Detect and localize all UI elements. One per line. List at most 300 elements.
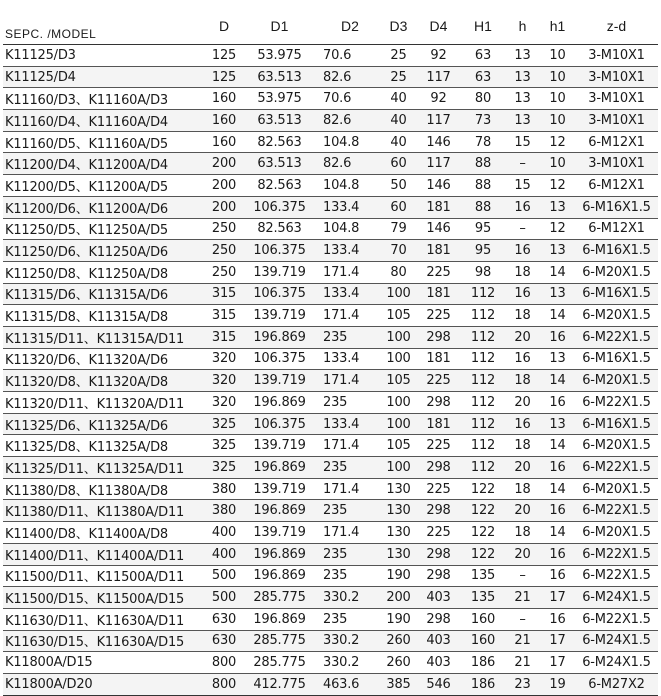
cell-h: 15: [505, 131, 540, 153]
cell-d1: 106.375: [240, 240, 319, 262]
cell-d4: 117: [416, 66, 461, 88]
cell-d1: 139.719: [240, 522, 319, 544]
cell-model: K11325/D11、K11325A/D11: [3, 457, 208, 479]
cell-d: 125: [208, 66, 240, 88]
cell-d1: 412.775: [240, 673, 319, 695]
cell-z-d: 6-M22X1.5: [575, 565, 658, 587]
cell-d4: 225: [416, 522, 461, 544]
cell-d1: 82.563: [240, 175, 319, 197]
cell-h1-upper: 186: [461, 652, 505, 674]
cell-model: K11500/D11、K11500A/D11: [3, 565, 208, 587]
cell-d2: 235: [319, 326, 381, 348]
cell-z-d: 6-M24X1.5: [575, 630, 658, 652]
cell-d4: 117: [416, 153, 461, 175]
table-row: [3, 240, 658, 262]
cell-h1-upper: 80: [461, 88, 505, 110]
cell-d: 315: [208, 283, 240, 305]
table-row: [3, 88, 658, 110]
table-row: [3, 283, 658, 305]
cell-d2: 171.4: [319, 522, 381, 544]
cell-h1-upper: 73: [461, 110, 505, 132]
cell-h1-upper: 98: [461, 261, 505, 283]
cell-d4: 403: [416, 652, 461, 674]
cell-d2: 104.8: [319, 175, 381, 197]
cell-z-d: 3-M10X1: [575, 110, 658, 132]
cell-h: 18: [505, 261, 540, 283]
cell-d2: 133.4: [319, 196, 381, 218]
cell-d: 200: [208, 153, 240, 175]
cell-h1-upper: 160: [461, 630, 505, 652]
cell-model: K11380/D8、K11380A/D8: [3, 478, 208, 500]
cell-d2: 82.6: [319, 66, 381, 88]
cell-h: 16: [505, 196, 540, 218]
cell-d: 250: [208, 218, 240, 240]
cell-h1: 16: [540, 326, 575, 348]
cell-h: 23: [505, 673, 540, 695]
cell-d4: 546: [416, 673, 461, 695]
cell-d4: 181: [416, 348, 461, 370]
header-h1: h1: [540, 8, 575, 45]
cell-d3: 385: [381, 673, 416, 695]
cell-d4: 225: [416, 261, 461, 283]
cell-d1: 139.719: [240, 370, 319, 392]
header-h1-upper: H1: [461, 8, 505, 45]
cell-d3: 130: [381, 478, 416, 500]
cell-d: 320: [208, 348, 240, 370]
cell-d2: 82.6: [319, 153, 381, 175]
table-row: [3, 392, 658, 414]
cell-h1: 10: [540, 66, 575, 88]
cell-h1-upper: 122: [461, 543, 505, 565]
cell-h1-upper: 135: [461, 565, 505, 587]
header-z-d: z-d: [575, 8, 658, 45]
cell-d1: 106.375: [240, 348, 319, 370]
cell-d3: 60: [381, 153, 416, 175]
table-row: [3, 435, 658, 457]
cell-model: K11800A/D15: [3, 652, 208, 674]
cell-model: K11160/D5、K11160A/D5: [3, 131, 208, 153]
cell-h1: 13: [540, 240, 575, 262]
cell-d2: 235: [319, 565, 381, 587]
cell-h1: 10: [540, 88, 575, 110]
cell-d1: 196.869: [240, 326, 319, 348]
cell-model: K11325/D8、K11325A/D8: [3, 435, 208, 457]
cell-d: 325: [208, 457, 240, 479]
cell-h1-upper: 112: [461, 457, 505, 479]
cell-z-d: 6-M24X1.5: [575, 652, 658, 674]
cell-d4: 225: [416, 478, 461, 500]
cell-d1: 53.975: [240, 88, 319, 110]
cell-z-d: 6-M24X1.5: [575, 587, 658, 609]
table-row: [3, 196, 658, 218]
cell-h: 21: [505, 630, 540, 652]
cell-h1: 14: [540, 435, 575, 457]
table-row: [3, 673, 658, 695]
cell-d3: 260: [381, 652, 416, 674]
cell-d1: 285.775: [240, 630, 319, 652]
cell-d: 320: [208, 370, 240, 392]
cell-d2: 171.4: [319, 478, 381, 500]
cell-model: K11400/D8、K11400A/D8: [3, 522, 208, 544]
cell-d4: 92: [416, 45, 461, 67]
cell-d2: 133.4: [319, 283, 381, 305]
cell-d2: 235: [319, 500, 381, 522]
cell-h1: 17: [540, 652, 575, 674]
cell-z-d: 3-M10X1: [575, 66, 658, 88]
cell-d3: 40: [381, 88, 416, 110]
cell-h1-upper: 135: [461, 587, 505, 609]
cell-h: 18: [505, 305, 540, 327]
cell-d4: 225: [416, 435, 461, 457]
cell-d4: 298: [416, 392, 461, 414]
cell-d: 800: [208, 652, 240, 674]
cell-d1: 196.869: [240, 500, 319, 522]
cell-d2: 104.8: [319, 131, 381, 153]
cell-z-d: 6-M20X1.5: [575, 435, 658, 457]
cell-d: 160: [208, 110, 240, 132]
cell-z-d: 6-M22X1.5: [575, 392, 658, 414]
cell-h: 13: [505, 110, 540, 132]
cell-d: 380: [208, 478, 240, 500]
cell-d: 315: [208, 305, 240, 327]
cell-z-d: 6-M22X1.5: [575, 326, 658, 348]
cell-model: K11200/D5、K11200A/D5: [3, 175, 208, 197]
table-row: [3, 175, 658, 197]
cell-h1-upper: 95: [461, 240, 505, 262]
cell-h1-upper: 112: [461, 392, 505, 414]
cell-z-d: 6-M16X1.5: [575, 240, 658, 262]
cell-model: K11250/D8、K11250A/D8: [3, 261, 208, 283]
header-row: [3, 8, 658, 45]
cell-d2: 235: [319, 392, 381, 414]
cell-h1: 12: [540, 218, 575, 240]
cell-h1: 14: [540, 478, 575, 500]
cell-h1-upper: 112: [461, 348, 505, 370]
cell-d3: 70: [381, 240, 416, 262]
cell-h: 21: [505, 652, 540, 674]
cell-d1: 139.719: [240, 435, 319, 457]
cell-h1-upper: 88: [461, 175, 505, 197]
cell-h1-upper: 88: [461, 196, 505, 218]
cell-d: 160: [208, 88, 240, 110]
cell-h1-upper: 122: [461, 500, 505, 522]
cell-d3: 40: [381, 131, 416, 153]
cell-h1: 19: [540, 673, 575, 695]
cell-z-d: 6-M16X1.5: [575, 196, 658, 218]
cell-model: K11200/D6、K11200A/D6: [3, 196, 208, 218]
cell-h: 13: [505, 66, 540, 88]
cell-d4: 298: [416, 565, 461, 587]
cell-d3: 25: [381, 45, 416, 67]
cell-h1-upper: 112: [461, 413, 505, 435]
cell-d4: 298: [416, 608, 461, 630]
cell-d1: 196.869: [240, 565, 319, 587]
cell-model: K11320/D6、K11320A/D6: [3, 348, 208, 370]
cell-d: 250: [208, 240, 240, 262]
cell-model: K11125/D4: [3, 66, 208, 88]
cell-h1: 13: [540, 413, 575, 435]
cell-h1-upper: 95: [461, 218, 505, 240]
cell-d4: 181: [416, 196, 461, 218]
cell-d2: 70.6: [319, 45, 381, 67]
cell-model: K11125/D3: [3, 45, 208, 67]
cell-d2: 330.2: [319, 630, 381, 652]
cell-h1-upper: 160: [461, 608, 505, 630]
cell-d: 325: [208, 413, 240, 435]
cell-model: K11200/D4、K11200A/D4: [3, 153, 208, 175]
cell-z-d: 6-M22X1.5: [575, 457, 658, 479]
cell-d2: 463.6: [319, 673, 381, 695]
cell-d3: 100: [381, 283, 416, 305]
cell-d3: 25: [381, 66, 416, 88]
cell-h1: 14: [540, 522, 575, 544]
table-row: [3, 543, 658, 565]
cell-d2: 171.4: [319, 261, 381, 283]
cell-model: K11315/D6、K11315A/D6: [3, 283, 208, 305]
cell-d3: 200: [381, 587, 416, 609]
cell-d3: 260: [381, 630, 416, 652]
cell-d: 125: [208, 45, 240, 67]
cell-z-d: 6-M22X1.5: [575, 500, 658, 522]
header-d2: D2: [319, 8, 381, 45]
cell-z-d: 6-M16X1.5: [575, 413, 658, 435]
cell-d3: 40: [381, 110, 416, 132]
cell-z-d: 6-M12X1: [575, 218, 658, 240]
table-row: [3, 218, 658, 240]
table-row: [3, 522, 658, 544]
header-d: D: [208, 8, 240, 45]
cell-z-d: 6-M22X1.5: [575, 608, 658, 630]
cell-d2: 330.2: [319, 587, 381, 609]
cell-h: 15: [505, 175, 540, 197]
cell-model: K11630/D15、K11630A/D15: [3, 630, 208, 652]
cell-d4: 403: [416, 587, 461, 609]
cell-h1: 16: [540, 457, 575, 479]
spec-table: [3, 8, 658, 696]
spec-sheet: [3, 8, 658, 696]
cell-d2: 330.2: [319, 652, 381, 674]
cell-d4: 298: [416, 457, 461, 479]
cell-model: K11400/D11、K11400A/D11: [3, 543, 208, 565]
cell-h: 18: [505, 478, 540, 500]
table-row: [3, 587, 658, 609]
cell-d3: 100: [381, 413, 416, 435]
cell-d3: 130: [381, 500, 416, 522]
cell-z-d: 6-M12X1: [575, 175, 658, 197]
cell-d: 400: [208, 522, 240, 544]
header-model: SEPC. /MODEL: [3, 8, 208, 45]
cell-d2: 133.4: [319, 348, 381, 370]
cell-h: –: [505, 608, 540, 630]
cell-d4: 298: [416, 543, 461, 565]
cell-h1: 14: [540, 305, 575, 327]
cell-h: 16: [505, 240, 540, 262]
cell-d: 800: [208, 673, 240, 695]
table-row: [3, 153, 658, 175]
cell-d4: 298: [416, 500, 461, 522]
cell-d3: 50: [381, 175, 416, 197]
cell-d1: 139.719: [240, 305, 319, 327]
cell-d1: 82.563: [240, 218, 319, 240]
table-row: [3, 131, 658, 153]
cell-d4: 181: [416, 240, 461, 262]
cell-h1: 16: [540, 565, 575, 587]
cell-h1-upper: 112: [461, 370, 505, 392]
table-row: [3, 261, 658, 283]
cell-z-d: 6-M20X1.5: [575, 478, 658, 500]
cell-h1-upper: 88: [461, 153, 505, 175]
cell-h: –: [505, 153, 540, 175]
cell-d3: 80: [381, 261, 416, 283]
cell-h1-upper: 112: [461, 283, 505, 305]
cell-model: K11320/D8、K11320A/D8: [3, 370, 208, 392]
cell-d4: 92: [416, 88, 461, 110]
cell-z-d: 6-M22X1.5: [575, 543, 658, 565]
cell-d: 500: [208, 587, 240, 609]
cell-d4: 181: [416, 413, 461, 435]
cell-d3: 190: [381, 608, 416, 630]
table-row: [3, 565, 658, 587]
cell-d1: 285.775: [240, 652, 319, 674]
cell-model: K11630/D11、K11630A/D11: [3, 608, 208, 630]
cell-h1-upper: 186: [461, 673, 505, 695]
cell-d4: 146: [416, 175, 461, 197]
cell-d2: 70.6: [319, 88, 381, 110]
cell-h1: 14: [540, 261, 575, 283]
cell-d2: 235: [319, 608, 381, 630]
cell-z-d: 6-M16X1.5: [575, 283, 658, 305]
cell-h1: 10: [540, 153, 575, 175]
cell-d2: 171.4: [319, 370, 381, 392]
cell-d3: 100: [381, 457, 416, 479]
cell-h: 20: [505, 392, 540, 414]
cell-h: –: [505, 218, 540, 240]
cell-h1-upper: 112: [461, 435, 505, 457]
cell-h1-upper: 122: [461, 522, 505, 544]
cell-h1-upper: 122: [461, 478, 505, 500]
cell-d3: 105: [381, 435, 416, 457]
cell-d4: 298: [416, 326, 461, 348]
table-row: [3, 45, 658, 67]
cell-h1: 13: [540, 348, 575, 370]
cell-h1: 16: [540, 543, 575, 565]
cell-model: K11250/D6、K11250A/D6: [3, 240, 208, 262]
cell-h1: 10: [540, 45, 575, 67]
cell-z-d: 6-M20X1.5: [575, 522, 658, 544]
cell-d3: 100: [381, 326, 416, 348]
header-h: h: [505, 8, 540, 45]
table-header: [3, 8, 658, 45]
cell-h1-upper: 112: [461, 326, 505, 348]
cell-d2: 235: [319, 543, 381, 565]
cell-h1-upper: 112: [461, 305, 505, 327]
cell-d3: 79: [381, 218, 416, 240]
cell-d1: 196.869: [240, 543, 319, 565]
cell-model: K11320/D11、K11320A/D11: [3, 392, 208, 414]
cell-d1: 63.513: [240, 66, 319, 88]
cell-h1: 17: [540, 587, 575, 609]
table-row: [3, 608, 658, 630]
cell-d1: 106.375: [240, 283, 319, 305]
cell-d3: 130: [381, 543, 416, 565]
cell-d2: 133.4: [319, 240, 381, 262]
cell-d: 250: [208, 261, 240, 283]
cell-z-d: 6-M20X1.5: [575, 370, 658, 392]
cell-h1-upper: 63: [461, 45, 505, 67]
table-row: [3, 630, 658, 652]
cell-z-d: 6-M12X1: [575, 131, 658, 153]
cell-d2: 171.4: [319, 305, 381, 327]
cell-d1: 82.563: [240, 131, 319, 153]
cell-h: 20: [505, 326, 540, 348]
cell-d2: 82.6: [319, 110, 381, 132]
cell-d2: 133.4: [319, 413, 381, 435]
table-body: [3, 45, 658, 696]
cell-h1: 16: [540, 500, 575, 522]
cell-d: 315: [208, 326, 240, 348]
cell-d: 630: [208, 608, 240, 630]
cell-h1-upper: 63: [461, 66, 505, 88]
cell-h1: 13: [540, 283, 575, 305]
cell-d1: 139.719: [240, 478, 319, 500]
cell-h1: 10: [540, 110, 575, 132]
cell-model: K11250/D5、K11250A/D5: [3, 218, 208, 240]
cell-model: K11800A/D20: [3, 673, 208, 695]
cell-d: 325: [208, 435, 240, 457]
cell-h: 16: [505, 413, 540, 435]
cell-d1: 63.513: [240, 153, 319, 175]
cell-d1: 196.869: [240, 608, 319, 630]
cell-d4: 225: [416, 370, 461, 392]
cell-d3: 190: [381, 565, 416, 587]
cell-h1: 12: [540, 131, 575, 153]
cell-z-d: 6-M27X2: [575, 673, 658, 695]
cell-d3: 60: [381, 196, 416, 218]
cell-d1: 106.375: [240, 196, 319, 218]
table-row: [3, 478, 658, 500]
table-row: [3, 652, 658, 674]
cell-d4: 181: [416, 283, 461, 305]
cell-d4: 403: [416, 630, 461, 652]
cell-z-d: 6-M20X1.5: [575, 305, 658, 327]
cell-d2: 171.4: [319, 435, 381, 457]
cell-h1: 14: [540, 370, 575, 392]
cell-h1: 16: [540, 392, 575, 414]
cell-z-d: 3-M10X1: [575, 45, 658, 67]
cell-h1: 17: [540, 630, 575, 652]
cell-h1: 12: [540, 175, 575, 197]
cell-model: K11380/D11、K11380A/D11: [3, 500, 208, 522]
cell-z-d: 6-M16X1.5: [575, 348, 658, 370]
cell-d: 200: [208, 175, 240, 197]
table-row: [3, 348, 658, 370]
cell-d3: 100: [381, 392, 416, 414]
cell-d: 160: [208, 131, 240, 153]
table-row: [3, 110, 658, 132]
cell-d1: 196.869: [240, 457, 319, 479]
cell-model: K11160/D3、K11160A/D3: [3, 88, 208, 110]
table-row: [3, 500, 658, 522]
cell-d: 500: [208, 565, 240, 587]
cell-d4: 146: [416, 131, 461, 153]
cell-h: 18: [505, 522, 540, 544]
cell-d: 630: [208, 630, 240, 652]
cell-h: 18: [505, 370, 540, 392]
cell-z-d: 3-M10X1: [575, 153, 658, 175]
cell-model: K11500/D15、K11500A/D15: [3, 587, 208, 609]
cell-h1: 16: [540, 608, 575, 630]
cell-model: K11315/D8、K11315A/D8: [3, 305, 208, 327]
